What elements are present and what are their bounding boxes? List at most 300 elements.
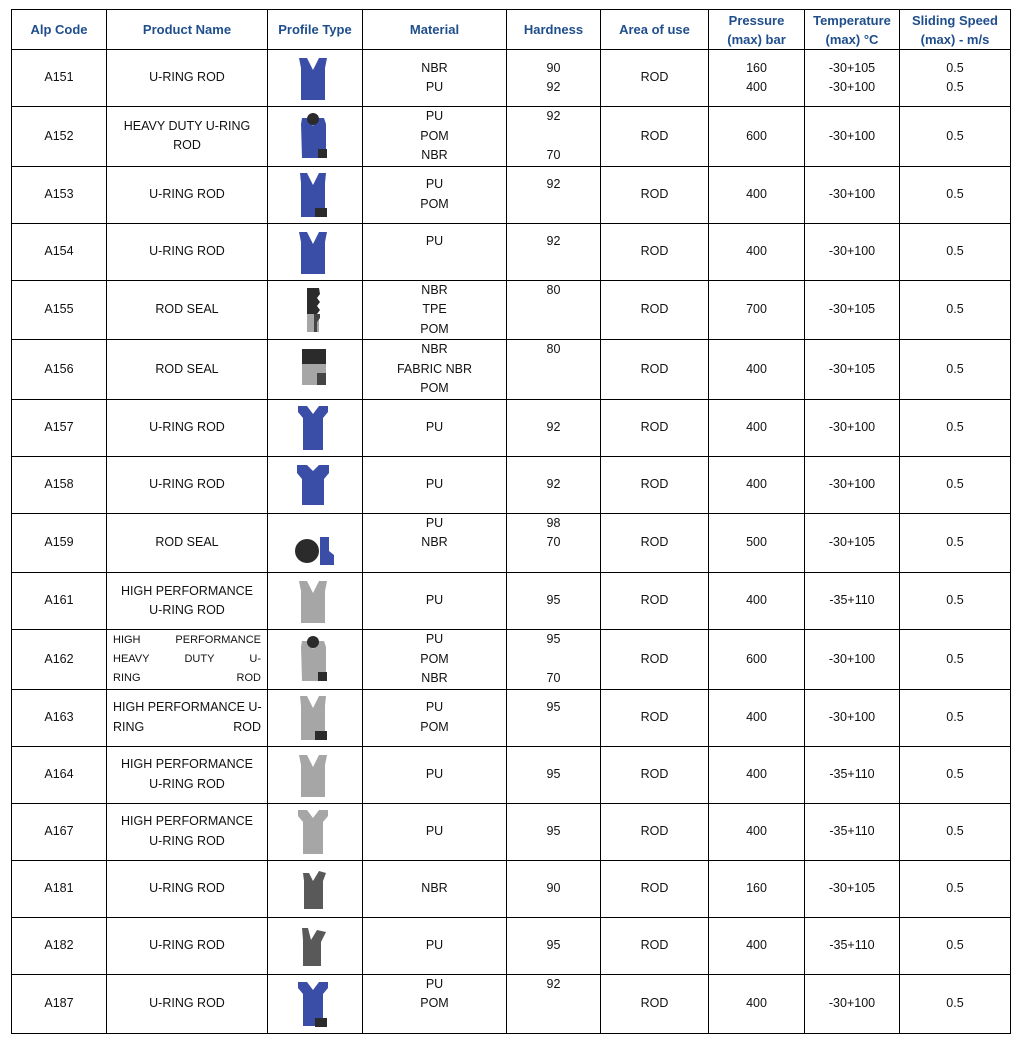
product-name-line: ROD SEAL: [155, 302, 219, 316]
product-name-line: U-RING ROD: [149, 937, 225, 952]
product-name-line: HIGH PERFORMANCE: [113, 633, 261, 646]
cell-profile-type: [268, 746, 363, 803]
cell-profile-type: [268, 399, 363, 456]
speed-line: 0.5: [946, 651, 964, 666]
blue-u-ring-flat-profile-icon: [293, 459, 337, 511]
temperature-line: -30+100: [828, 80, 876, 94]
product-name-line: U-RING ROD: [149, 243, 225, 258]
hardness-line: 92: [546, 177, 561, 191]
pressure-line: 600: [746, 651, 767, 666]
cell-hardness: [507, 860, 601, 917]
pressure-line: 700: [746, 302, 767, 316]
cell-hardness: [507, 974, 601, 1034]
blue-heavy-duty-profile-icon: [293, 110, 337, 162]
cell-pressure: [709, 803, 805, 860]
blue-u-ring-lipped-pom-profile-icon: [293, 978, 337, 1030]
header-material: Material: [363, 10, 507, 50]
cell-alp-code: A182: [12, 917, 107, 974]
speed-line: 0.5: [946, 128, 964, 143]
product-name-line: RING ROD: [113, 671, 261, 684]
cell-temperature: [805, 340, 900, 400]
temperature-line: -30+105: [828, 361, 876, 376]
pressure-line: 400: [746, 766, 767, 781]
pressure-line: 400: [746, 419, 767, 434]
cell-pressure: [709, 107, 805, 167]
temperature-line: -30+100: [828, 186, 876, 201]
cell-material: [363, 166, 507, 223]
cell-pressure: [709, 456, 805, 513]
cell-pressure: [709, 917, 805, 974]
temperature-line: -30+105: [828, 535, 876, 549]
cell-product-name: [107, 974, 268, 1034]
pressure-line: 400: [746, 709, 767, 724]
table-row: [12, 630, 1011, 690]
temperature-line: -35+110: [829, 766, 875, 781]
cell-alp-code: A154: [12, 223, 107, 280]
cell-pressure: [709, 860, 805, 917]
cell-alp-code: A158: [12, 456, 107, 513]
cell-pressure: [709, 166, 805, 223]
cell-speed: [900, 974, 1011, 1034]
cell-hardness: [507, 340, 601, 400]
table-row: [12, 399, 1011, 456]
cell-area-of-use: ROD: [601, 340, 709, 400]
product-name-line: U-RING ROD: [149, 476, 225, 491]
product-name-line: ROD SEAL: [155, 535, 219, 549]
speed-line: 0.5: [946, 419, 964, 434]
material-line: POM: [420, 321, 449, 336]
cell-product-name: [107, 166, 268, 223]
material-line: PU: [425, 234, 444, 248]
cell-pressure: [709, 399, 805, 456]
cell-speed: [900, 399, 1011, 456]
header-pressure: [709, 10, 805, 50]
cell-product-name: [107, 399, 268, 456]
temperature-line: -30+100: [828, 419, 876, 434]
cell-material: [363, 803, 507, 860]
pressure-line: 400: [746, 593, 767, 608]
table-row: [12, 107, 1011, 167]
material-line: [363, 553, 506, 573]
cell-area-of-use: ROD: [601, 630, 709, 690]
cell-product-name: [107, 223, 268, 280]
product-name-line: U-RING ROD: [149, 776, 225, 791]
temperature-line: -30+100: [828, 709, 876, 724]
cell-temperature: [805, 107, 900, 167]
cell-product-name: [107, 107, 268, 167]
cell-area-of-use: ROD: [601, 917, 709, 974]
hardness-line: 95: [546, 823, 561, 838]
material-line: PU: [425, 80, 444, 94]
material-line: PU: [425, 976, 444, 991]
hardness-line: 95: [546, 700, 561, 714]
cell-alp-code: A159: [12, 513, 107, 573]
product-name-line: U-RING ROD: [149, 186, 225, 201]
cell-temperature: [805, 917, 900, 974]
product-name-line: HIGH PERFORMANCE: [121, 814, 253, 828]
cell-temperature: [805, 689, 900, 746]
cell-material: [363, 50, 507, 107]
material-line: POM: [420, 719, 449, 734]
cell-profile-type: [268, 513, 363, 573]
cell-hardness: [507, 689, 601, 746]
header-area-of-use: Area of use: [601, 10, 709, 50]
material-line: NBR: [421, 535, 448, 549]
speed-line: 0.5: [946, 60, 964, 75]
product-name-line: ROD SEAL: [155, 361, 219, 376]
pressure-line: 400: [746, 996, 767, 1010]
cell-material: [363, 860, 507, 917]
header-speed-line2: (max) - m/s: [920, 31, 990, 47]
table-row: [12, 860, 1011, 917]
cell-temperature: [805, 630, 900, 690]
cell-area-of-use: ROD: [601, 223, 709, 280]
hardness-line: [507, 360, 600, 380]
pressure-line: 400: [746, 476, 767, 491]
table-row: [12, 917, 1011, 974]
product-name-line: HEAVY DUTY U-: [113, 652, 261, 665]
speed-line: 0.5: [946, 243, 964, 258]
cell-alp-code: A157: [12, 399, 107, 456]
cell-pressure: [709, 689, 805, 746]
hardness-line: [507, 1014, 600, 1034]
cell-material: [363, 917, 507, 974]
pressure-line: 160: [746, 60, 767, 75]
hardness-line: [507, 650, 600, 670]
table-row: [12, 280, 1011, 340]
product-name-line: U-RING ROD: [149, 419, 225, 434]
hardness-line: 70: [546, 535, 561, 549]
material-line: PU: [425, 766, 444, 781]
cell-profile-type: [268, 917, 363, 974]
hardness-line: 80: [546, 282, 561, 297]
product-name-line: U-RING ROD: [149, 70, 225, 85]
cell-profile-type: [268, 860, 363, 917]
cell-temperature: [805, 803, 900, 860]
blue-oring-seal-profile-icon: [293, 517, 337, 569]
material-line: NBR: [421, 880, 448, 895]
hardness-line: [507, 379, 600, 399]
material-line: PU: [425, 515, 444, 530]
product-name-line: U-RING ROD: [149, 603, 225, 617]
speed-line: 0.5: [946, 937, 964, 952]
header-pressure-line1: Pressure: [728, 12, 785, 28]
hardness-line: 70: [546, 148, 561, 162]
cell-area-of-use: ROD: [601, 399, 709, 456]
material-line: PU: [425, 937, 444, 952]
hardness-line: 98: [546, 515, 561, 530]
material-line: NBR: [421, 282, 448, 297]
cell-pressure: [709, 746, 805, 803]
cell-material: [363, 974, 507, 1034]
temperature-line: -30+105: [828, 60, 876, 75]
cell-area-of-use: ROD: [601, 689, 709, 746]
cell-speed: [900, 860, 1011, 917]
speed-line: 0.5: [946, 476, 964, 491]
header-profile-type: Profile Type: [268, 10, 363, 50]
header-temperature: [805, 10, 900, 50]
cell-area-of-use: ROD: [601, 107, 709, 167]
cell-temperature: [805, 974, 900, 1034]
cell-temperature: [805, 513, 900, 573]
cell-product-name: [107, 456, 268, 513]
cell-speed: [900, 223, 1011, 280]
hardness-line: [507, 553, 600, 573]
cell-product-name: [107, 917, 268, 974]
cell-area-of-use: ROD: [601, 974, 709, 1034]
cell-material: [363, 223, 507, 280]
cell-area-of-use: ROD: [601, 280, 709, 340]
hardness-line: 90: [546, 880, 561, 895]
grey-u-ring-lipped-profile-icon: [293, 806, 337, 858]
temperature-line: -30+100: [828, 128, 876, 143]
cell-profile-type: [268, 223, 363, 280]
table-row: [12, 456, 1011, 513]
cell-area-of-use: ROD: [601, 860, 709, 917]
material-line: PU: [425, 177, 444, 191]
header-hardness: Hardness: [507, 10, 601, 50]
pressure-line: 400: [746, 243, 767, 258]
cell-profile-type: [268, 107, 363, 167]
cell-temperature: [805, 860, 900, 917]
material-line: POM: [420, 128, 449, 143]
pressure-line: 400: [746, 80, 767, 94]
temperature-line: -30+100: [828, 996, 876, 1010]
material-line: NBR: [421, 342, 448, 356]
cell-profile-type: [268, 573, 363, 630]
material-line: POM: [420, 196, 449, 211]
hardness-line: [507, 718, 600, 738]
hardness-line: [507, 127, 600, 147]
material-line: PU: [425, 823, 444, 838]
grey-heavy-duty-profile-icon: [293, 633, 337, 685]
material-line: PU: [425, 109, 444, 123]
grey-u-ring-profile-icon: [293, 749, 337, 801]
cell-area-of-use: ROD: [601, 166, 709, 223]
cell-speed: [900, 746, 1011, 803]
cell-hardness: [507, 107, 601, 167]
hardness-line: 90: [546, 60, 561, 75]
cell-product-name: [107, 50, 268, 107]
speed-line: 0.5: [946, 361, 964, 376]
cell-material: [363, 399, 507, 456]
table-row: [12, 166, 1011, 223]
cell-pressure: [709, 630, 805, 690]
hardness-line: [507, 300, 600, 320]
header-product-name: Product Name: [107, 10, 268, 50]
hardness-line: 92: [546, 234, 561, 248]
cell-product-name: [107, 860, 268, 917]
product-name-line: U-RING ROD: [149, 833, 225, 848]
cell-speed: [900, 689, 1011, 746]
cell-material: [363, 573, 507, 630]
cell-area-of-use: ROD: [601, 513, 709, 573]
cell-pressure: [709, 50, 805, 107]
product-name-line: U-RING ROD: [149, 996, 225, 1010]
cell-alp-code: A164: [12, 746, 107, 803]
material-line: [363, 252, 506, 272]
cell-product-name: [107, 803, 268, 860]
cell-hardness: [507, 746, 601, 803]
speed-line: 0.5: [946, 593, 964, 608]
material-line: NBR: [421, 60, 448, 75]
cell-profile-type: [268, 803, 363, 860]
cell-speed: [900, 280, 1011, 340]
cell-alp-code: A153: [12, 166, 107, 223]
product-name-line: HIGH PERFORMANCE: [121, 583, 253, 598]
cell-temperature: [805, 573, 900, 630]
blue-u-ring-pom-profile-icon: [293, 169, 337, 221]
blue-u-ring-profile-icon: [293, 226, 337, 278]
pressure-line: 400: [746, 361, 767, 376]
table-row: [12, 803, 1011, 860]
speed-line: 0.5: [946, 302, 964, 316]
cell-speed: [900, 513, 1011, 573]
cell-alp-code: A155: [12, 280, 107, 340]
cell-profile-type: [268, 456, 363, 513]
cell-hardness: [507, 513, 601, 573]
grey-u-ring-profile-icon: [293, 575, 337, 627]
cell-profile-type: [268, 50, 363, 107]
cell-speed: [900, 630, 1011, 690]
cell-product-name: [107, 573, 268, 630]
table-row: [12, 223, 1011, 280]
cell-speed: [900, 917, 1011, 974]
temperature-line: -30+105: [828, 302, 876, 316]
speed-line: 0.5: [946, 823, 964, 838]
cell-material: [363, 107, 507, 167]
product-name-line: HIGH PERFORMANCE U-: [113, 700, 262, 714]
cell-material: [363, 746, 507, 803]
cell-alp-code: A161: [12, 573, 107, 630]
material-line: POM: [420, 651, 449, 666]
header-sliding-speed: [900, 10, 1011, 50]
header-temperature-line1: Temperature: [813, 12, 891, 28]
material-line: PU: [425, 419, 444, 434]
blue-u-ring-profile-icon: [293, 52, 337, 104]
table-row: [12, 573, 1011, 630]
hardness-line: 92: [546, 419, 561, 434]
hardness-line: [507, 320, 600, 340]
cell-pressure: [709, 513, 805, 573]
header-alp-code: Alp Code: [12, 10, 107, 50]
product-name-line: U-RING ROD: [149, 880, 225, 895]
hardness-line: 92: [546, 80, 561, 94]
cell-hardness: [507, 50, 601, 107]
cell-temperature: [805, 166, 900, 223]
speed-line: 0.5: [946, 766, 964, 781]
cell-product-name: [107, 340, 268, 400]
cell-hardness: [507, 399, 601, 456]
cell-profile-type: [268, 166, 363, 223]
grey-u-ring-pom-profile-icon: [293, 692, 337, 744]
temperature-line: -35+110: [829, 593, 875, 608]
hardness-line: 95: [546, 593, 561, 608]
cell-alp-code: A181: [12, 860, 107, 917]
cell-alp-code: A152: [12, 107, 107, 167]
temperature-line: -30+100: [828, 243, 876, 258]
cell-profile-type: [268, 689, 363, 746]
pressure-line: 600: [746, 128, 767, 143]
cell-material: [363, 630, 507, 690]
pressure-line: 400: [746, 823, 767, 838]
cell-alp-code: A167: [12, 803, 107, 860]
cell-profile-type: [268, 630, 363, 690]
cell-material: [363, 340, 507, 400]
cell-temperature: [805, 280, 900, 340]
speed-line: 0.5: [946, 186, 964, 201]
hardness-line: 95: [546, 766, 561, 781]
speed-line: 0.5: [946, 80, 964, 94]
cell-product-name: [107, 630, 268, 690]
material-line: FABRIC NBR: [396, 361, 472, 376]
table-row: [12, 513, 1011, 573]
product-name-line: RING ROD: [113, 719, 261, 734]
material-line: NBR: [421, 671, 448, 685]
cell-pressure: [709, 340, 805, 400]
table-header-row: [12, 10, 1011, 50]
hardness-line: [507, 252, 600, 272]
cell-pressure: [709, 280, 805, 340]
cell-hardness: [507, 630, 601, 690]
cell-material: [363, 513, 507, 573]
cell-area-of-use: ROD: [601, 746, 709, 803]
cell-material: [363, 280, 507, 340]
cell-alp-code: A187: [12, 974, 107, 1034]
pressure-line: 400: [746, 937, 767, 952]
table-body: [12, 50, 1011, 1034]
cell-pressure: [709, 223, 805, 280]
cell-area-of-use: ROD: [601, 456, 709, 513]
cell-pressure: [709, 974, 805, 1034]
hardness-line: [507, 195, 600, 215]
hardness-line: 92: [546, 476, 561, 491]
product-name-line: HEAVY DUTY U-RING: [123, 118, 251, 133]
temperature-line: -30+100: [828, 651, 876, 666]
speed-line: 0.5: [946, 709, 964, 724]
cell-temperature: [805, 399, 900, 456]
cell-alp-code: A162: [12, 630, 107, 690]
pressure-line: 400: [746, 186, 767, 201]
cell-speed: [900, 166, 1011, 223]
cell-speed: [900, 340, 1011, 400]
dark-u-ring-asym-profile-icon: [293, 920, 337, 972]
cell-speed: [900, 50, 1011, 107]
cell-hardness: [507, 280, 601, 340]
cell-temperature: [805, 456, 900, 513]
cell-material: [363, 456, 507, 513]
speed-line: 0.5: [946, 535, 964, 549]
table-row: [12, 746, 1011, 803]
material-line: PU: [425, 700, 444, 714]
speed-line: 0.5: [946, 996, 964, 1010]
hardness-line: 80: [546, 342, 561, 356]
hardness-line: 70: [546, 671, 561, 685]
material-line: TPE: [422, 302, 447, 316]
material-line: PU: [425, 476, 444, 491]
table-row: [12, 50, 1011, 107]
material-line: NBR: [421, 148, 448, 162]
temperature-line: -35+110: [829, 937, 875, 952]
cell-product-name: [107, 746, 268, 803]
table-row: [12, 340, 1011, 400]
cell-product-name: [107, 689, 268, 746]
hardness-line: [507, 994, 600, 1014]
hardness-line: 95: [546, 937, 561, 952]
hardness-line: 92: [546, 976, 561, 991]
cell-hardness: [507, 223, 601, 280]
cell-area-of-use: ROD: [601, 573, 709, 630]
